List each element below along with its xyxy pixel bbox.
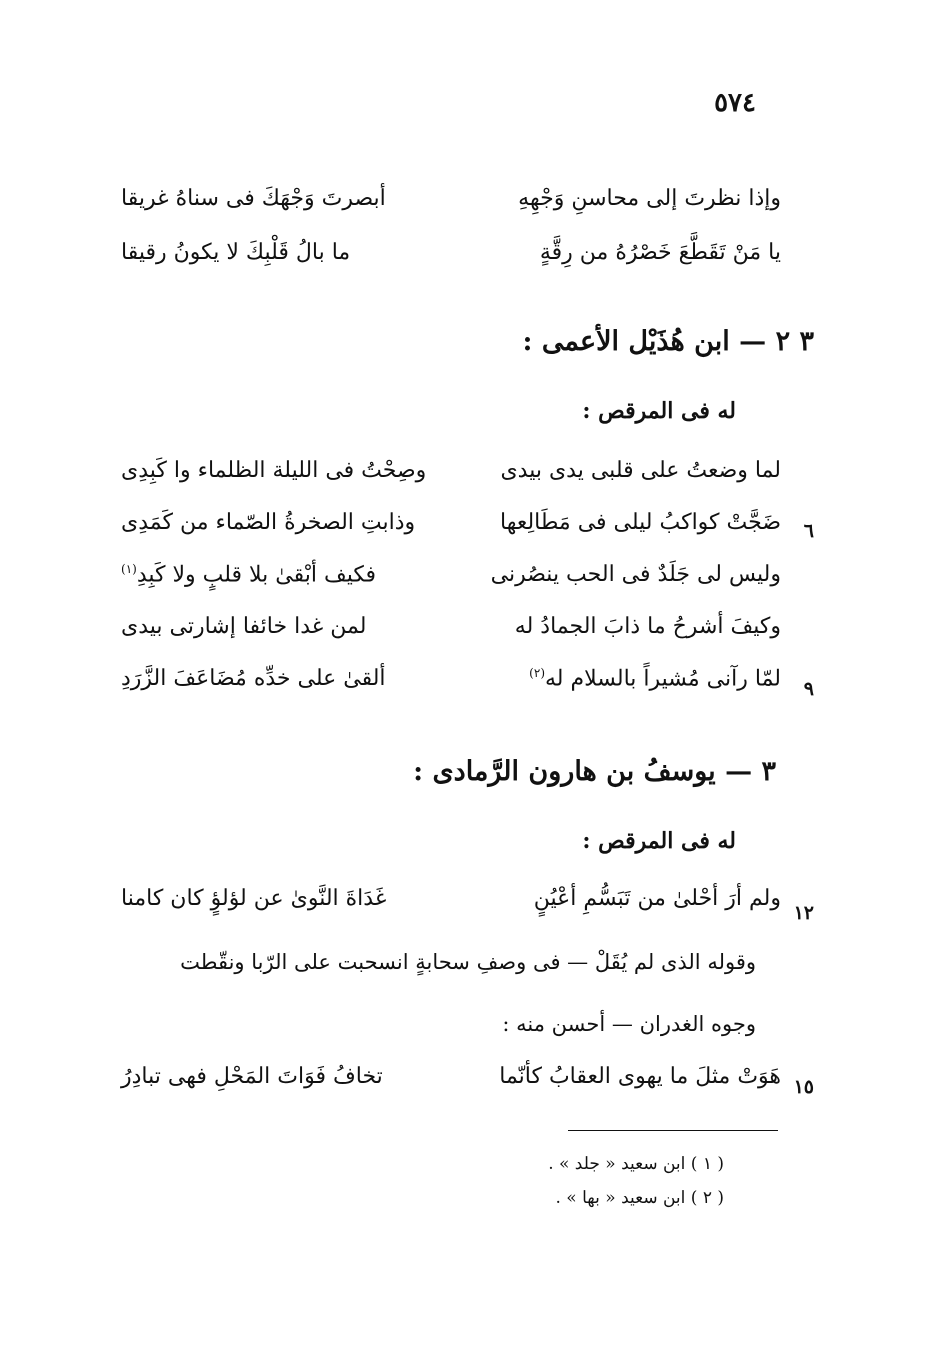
section-heading: ٣ ٢ — ابن هُذَيْل الأعمى : bbox=[522, 326, 814, 357]
verse-line bbox=[121, 614, 781, 654]
verse-hemistich-left: غَدَاةَ النَّوىٰ عن لؤلؤٍ كان كامنا bbox=[121, 886, 387, 911]
verse-hemistich-right: هَوَتْ مثلَ ما يهوى العقابُ كأنّما bbox=[499, 1064, 781, 1089]
verse-hemistich-right: ولم أرَ أحْلىٰ من تَبَسُّمِ أعْيُنٍ bbox=[533, 886, 781, 911]
verse-line bbox=[121, 562, 781, 602]
line-number: ٦ bbox=[803, 520, 814, 542]
verse-hemistich-text: لمّا رآنى مُشيراً بالسلام له bbox=[545, 666, 781, 692]
section-heading: ٣ — يوسفُ بن هارون الرَّمادى : bbox=[413, 756, 776, 787]
verse-line bbox=[121, 886, 781, 926]
verse-hemistich-left bbox=[121, 562, 451, 587]
prose-line: وجوه الغدران — أحسن منه : bbox=[502, 1012, 756, 1036]
verse-line bbox=[121, 240, 781, 280]
footnote: ( ٢ ) ابن سعيد « بها » . bbox=[555, 1188, 724, 1208]
verse-hemistich-left: أبصرتَ وَجْهَكَ فى سناهُ غريقا bbox=[121, 186, 386, 211]
verse-hemistich-right: وليس لى جَلَدٌ فى الحب ينصُرنى bbox=[490, 562, 781, 587]
verse-hemistich-left: لمن غدا خائفا إشارتى بيدى bbox=[121, 614, 367, 639]
footnote: ( ١ ) ابن سعيد « جلد » . bbox=[548, 1154, 724, 1174]
verse-hemistich-left: وذابتِ الصخرةُ الصّماء من كَمَدِى bbox=[121, 510, 416, 535]
verse-line bbox=[121, 1064, 781, 1104]
verse-line bbox=[121, 666, 781, 706]
footnote-divider bbox=[568, 1130, 778, 1131]
footnote-marker: (٢) bbox=[529, 666, 545, 680]
verse-hemistich-right: وكيفَ أشرحُ ما ذابَ الجمادُ له bbox=[514, 614, 781, 639]
verse-hemistich-right: يا مَنْ تَقَطَّعَ خَصْرُهُ من رِقَّةٍ bbox=[539, 240, 781, 265]
verse-hemistich-right bbox=[451, 666, 781, 691]
footnote-marker: (١) bbox=[121, 562, 137, 576]
verse-line bbox=[121, 458, 781, 498]
verse-line bbox=[121, 510, 781, 550]
line-number: ١٥ bbox=[793, 1076, 814, 1098]
verse-hemistich-left: ما بالُ قَلْبِكَ لا يكونُ رقيقا bbox=[121, 240, 351, 265]
verse-hemistich-right: لما وضعتُ على قلبى يدى بيدى bbox=[500, 458, 781, 483]
verse-hemistich-left: وصِحْتُ فى الليلة الظلماء وا كَبِدِى bbox=[121, 458, 427, 483]
section-subheading: له فى المرقص : bbox=[582, 828, 736, 854]
prose-line: وقوله الذى لم يُقَلْ — فى وصفِ سحابةٍ انسحبت على الرّبا ونقّطت bbox=[180, 950, 756, 974]
line-number: ٩ bbox=[803, 678, 814, 700]
verse-hemistich-left: تخافُ فَوَاتَ المَحْلِ فهى تبادِرُ bbox=[121, 1064, 383, 1089]
verse-hemistich-left: ألقىٰ على خدِّه مُضَاعَفَ الزَّرَدِ bbox=[121, 666, 386, 691]
page-number: ٥٧٤ bbox=[714, 88, 756, 118]
verse-hemistich-right: وإذا نظرتَ إلى محاسنِ وَجْهِهِ bbox=[518, 186, 781, 211]
verse-hemistich-text: فكيف أبْقىٰ بلا قلبٍ ولا كَبِدِ bbox=[136, 562, 377, 588]
section-subheading: له فى المرقص : bbox=[582, 398, 736, 424]
verse-hemistich-right: ضَجَّتْ كواكبُ ليلى فى مَطَالِعها bbox=[500, 510, 781, 535]
verse-line bbox=[121, 186, 781, 226]
line-number: ١٢ bbox=[793, 902, 814, 924]
